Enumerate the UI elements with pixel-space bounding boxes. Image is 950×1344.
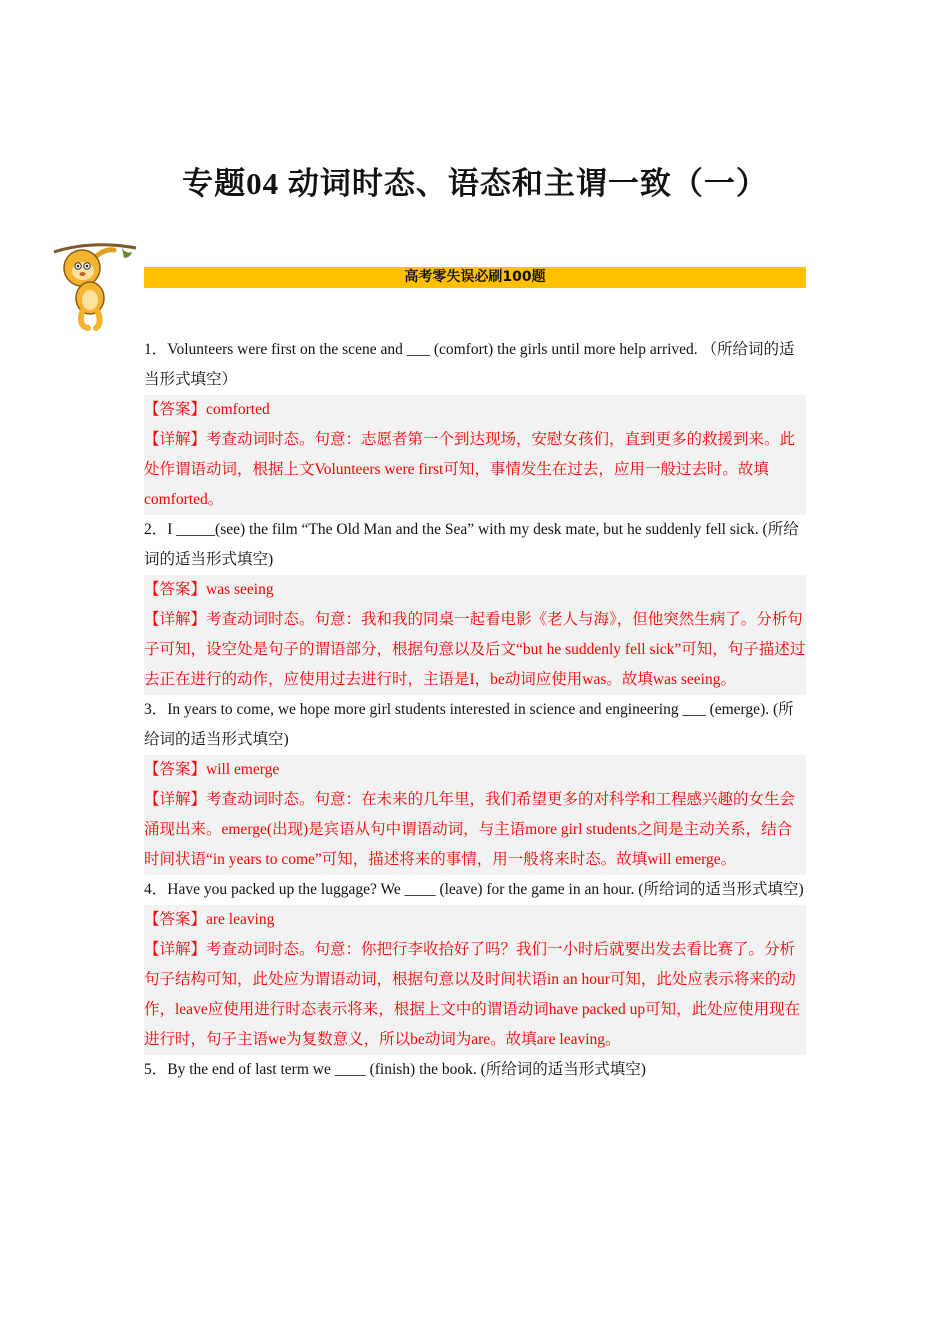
answer-box <box>144 905 806 1055</box>
page-title: 专题04 动词时态、语态和主谓一致（一） <box>182 166 768 201</box>
section-banner: 高考零失误必刷100题 <box>144 267 806 288</box>
question-text: 4．Have you packed up the luggage? We ____ (leave) for the game in an hour. (所给词的适当形式填空) <box>144 881 804 898</box>
answer-text: 【答案】was seeing <box>144 581 274 598</box>
answer-box <box>144 395 806 515</box>
explanation-text: 【详解】考查动词时态。句意：志愿者第一个到达现场，安慰女孩们，直到更多的救援到来。此处作谓语动词，根据上文Volunteers were first可知，事情发生在过去，应用一般过去时。故填comforted。 <box>144 431 796 508</box>
question-text: 5．By the end of last term we ____ (finish) the book. (所给词的适当形式填空) <box>144 1061 646 1078</box>
explanation-text: 【详解】考查动词时态。句意：我和我的同桌一起看电影《老人与海》，但他突然生病了。分析句子可知，设空处是句子的谓语部分，根据句意以及后文“but he suddenly fell sick”可知，句子描述过去正在进行的动作，应使用过去进行时，主语是I，be动词应使用was。故填was seeing。 <box>144 611 806 688</box>
question-list <box>144 335 806 1085</box>
question-text: 2．I _____(see) the film “The Old Man and the Sea” with my desk mate, but he suddenly fell sick. (所给词的适当形式填空) <box>144 521 799 568</box>
answer-text: 【答案】will emerge <box>144 761 280 778</box>
answer-box <box>144 575 806 695</box>
answer-text: 【答案】are leaving <box>144 911 275 928</box>
explanation-text: 【详解】考查动词时态。句意：你把行李收拾好了吗？我们一小时后就要出发去看比赛了。分析句子结构可知，此处应为谓语动词，根据句意以及时间状语in an hour可知，此处应表示将来的动作，leave应使用进行时态表示将来，根据上文中的谓语动词have packed up可知，此处应使用现在进行时，句子主语we为复数意义，所以be动词为are。故填are leaving。 <box>144 941 801 1048</box>
monkey-mascot-icon <box>52 240 142 332</box>
answer-text: 【答案】comforted <box>144 401 270 418</box>
explanation-text: 【详解】考查动词时态。句意：在未来的几年里，我们希望更多的对科学和工程感兴趣的女生会涌现出来。emerge(出现)是宾语从句中谓语动词，与主语more girl students之间是主动关系，结合时间状语“in years to come”可知，描述将来的事情，用一般将来时态。故填will emerge。 <box>144 791 796 868</box>
question-text: 1．Volunteers were first on the scene and ___ (comfort) the girls until more help arrived. （所给词的适当形式填空） <box>144 341 795 388</box>
answer-box <box>144 755 806 875</box>
question-text: 3．In years to come, we hope more girl students interested in science and engineering ___ (emerge). (所给词的适当形式填空) <box>144 701 794 748</box>
